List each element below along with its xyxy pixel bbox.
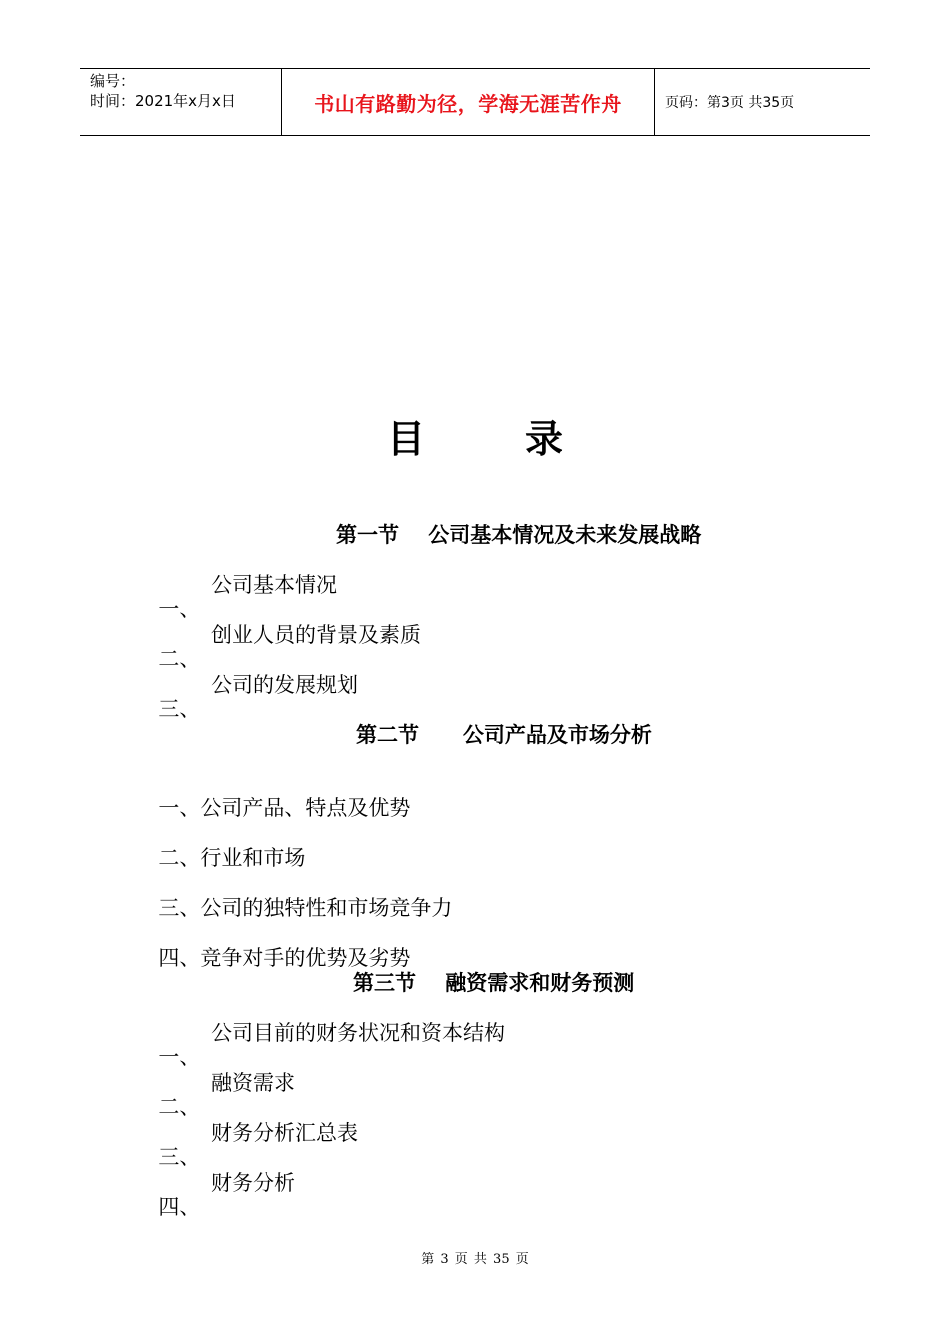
- toc-item-text: 公司基本情况: [211, 573, 337, 597]
- toc-item-number: 三、: [158, 1145, 201, 1169]
- toc-item-text: 融资需求: [211, 1071, 295, 1095]
- toc-item: [145, 1117, 358, 1171]
- toc-item-text: 财务分析汇总表: [211, 1121, 358, 1145]
- section-heading-2: 第二节 公司产品及市场分析: [356, 723, 652, 747]
- toc-item: [145, 1017, 505, 1071]
- toc-item-text: 财务分析: [211, 1171, 295, 1195]
- time-label: 时间：2021年x月x日: [90, 92, 236, 110]
- toc-item-text: 公司产品、特点及优势: [200, 796, 411, 820]
- toc-item: [145, 818, 305, 872]
- header-page-info: 页码：第3页 共35页: [665, 95, 795, 111]
- toc-item-number: 二、: [158, 1095, 201, 1119]
- toc-item-number: 三、: [158, 697, 201, 721]
- toc-item: [145, 768, 410, 822]
- toc-item-number: 四、: [158, 1195, 201, 1219]
- toc-item-text: 行业和市场: [200, 846, 306, 870]
- toc-item-text: 公司的独特性和市场竞争力: [200, 896, 453, 920]
- page-header: [80, 68, 870, 136]
- toc-item-text: 竞争对手的优势及劣势: [200, 946, 411, 970]
- toc-title: [0, 408, 950, 463]
- toc-item-number: 一、: [158, 1045, 201, 1069]
- toc-item-number: 二、: [158, 846, 201, 870]
- toc-item: [145, 669, 358, 723]
- section-heading-3: 第三节 融资需求和财务预测: [353, 971, 635, 995]
- toc-item-number: 四、: [158, 946, 201, 970]
- toc-item-text: 公司目前的财务状况和资本结构: [211, 1021, 505, 1045]
- toc-item-number: 二、: [158, 647, 201, 671]
- section-heading-1: 第一节 公司基本情况及未来发展战略: [336, 523, 702, 547]
- toc-item-number: 三、: [158, 896, 201, 920]
- toc-item: [145, 1167, 295, 1221]
- toc-item-number: 一、: [158, 597, 201, 621]
- toc-item: [145, 1067, 295, 1121]
- toc-item: [145, 868, 452, 922]
- page-footer: 第 3 页 共 35 页: [421, 1252, 529, 1267]
- toc-title-char-1: 目: [386, 416, 425, 461]
- toc-item-text: 公司的发展规划: [211, 673, 358, 697]
- toc-item: [145, 619, 421, 673]
- toc-item: [145, 569, 337, 623]
- toc-item-text: 创业人员的背景及素质: [211, 623, 421, 647]
- number-label: 编号：: [90, 72, 136, 90]
- toc-title-char-2: 录: [525, 416, 564, 461]
- toc-item-number: 一、: [158, 796, 201, 820]
- header-motto: 书山有路勤为径，学海无涯苦作舟: [282, 69, 655, 135]
- header-meta: [80, 69, 282, 135]
- toc-item: [145, 918, 410, 972]
